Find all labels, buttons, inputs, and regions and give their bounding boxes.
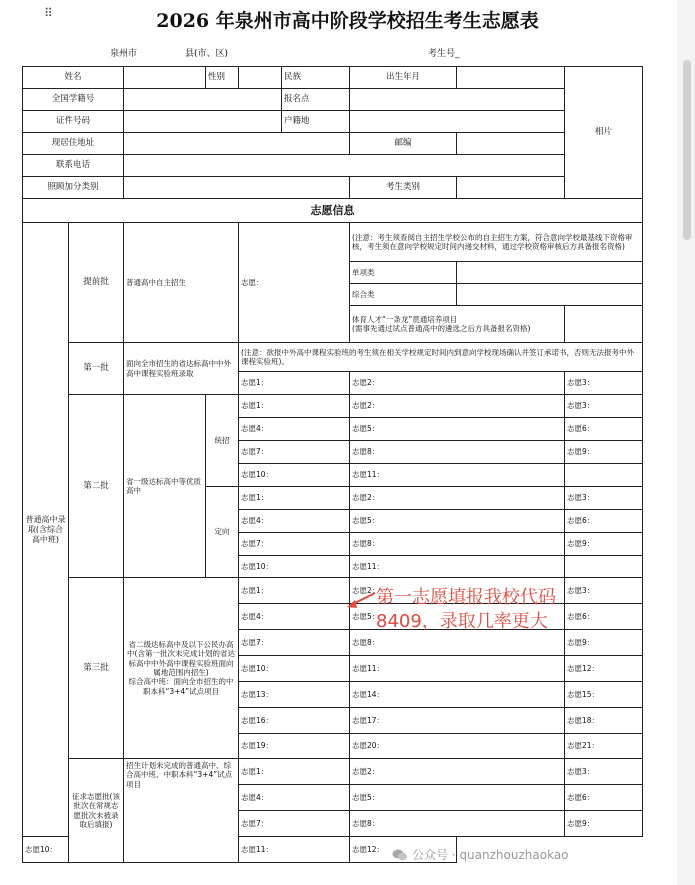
wish-cell[interactable]: 志愿3：: [565, 759, 643, 785]
second-batch-label: 第二批: [69, 395, 124, 578]
wish-cell[interactable]: 志愿4：: [239, 785, 350, 811]
second-batch-desc: 省一级达标高中等优质高中: [124, 395, 206, 578]
hukou-field[interactable]: [350, 111, 565, 133]
wish-cell[interactable]: 志愿9：: [565, 811, 643, 837]
red-arrow-icon: [345, 590, 377, 612]
wish-cell[interactable]: 志愿4：: [239, 510, 350, 533]
wish-cell[interactable]: 志愿11：: [350, 656, 565, 682]
wish-cell[interactable]: 志愿6：: [565, 604, 643, 630]
wish-cell[interactable]: 志愿2：: [350, 487, 565, 510]
wish-cell[interactable]: 志愿8：: [350, 441, 565, 464]
first-batch-note: (注意：欲报中外高中课程实验班的考生须在相关学校规定时间内到意向学校现场确认并签订承诺书，否则无法报考中外课程实验班)。: [239, 343, 643, 372]
wish-cell[interactable]: [565, 464, 643, 487]
wish-cell[interactable]: 志愿7：: [239, 630, 350, 656]
third-batch-desc: 省二级达标高中及以下公民办高中(含第一批次未完成计划的省达标高中中外高中课程实验班面向属地范围内招生) 综合高中班：面向全市招生的中职本科“3+4”试点项目: [124, 578, 239, 759]
wish-cell[interactable]: 志愿11：: [239, 837, 350, 863]
reg-point-field[interactable]: [350, 89, 565, 111]
early-option-sports-field[interactable]: [565, 306, 643, 343]
candidate-type-field[interactable]: [457, 177, 565, 199]
main-batch-label: 普通高中录取(含综合高中班): [23, 223, 69, 837]
wish-cell[interactable]: 志愿9：: [565, 441, 643, 464]
wish-cell[interactable]: 志愿2：: [350, 395, 565, 418]
wish-cell[interactable]: 志愿14：: [350, 682, 565, 708]
early-option-comprehensive[interactable]: 综合类: [350, 284, 457, 306]
third-batch-label: 第三批: [69, 578, 124, 759]
ethnicity-label: 民族: [282, 67, 350, 89]
postcode-label: 邮编: [350, 133, 457, 155]
early-batch-label: 提前批: [69, 223, 124, 343]
second-sub-tongzhao: 统招: [206, 395, 239, 487]
id-number-field[interactable]: [124, 111, 282, 133]
watermark-text: 公众号 · quanzhouzhaokao: [412, 848, 569, 862]
city-label: 泉州市: [110, 49, 138, 59]
wish-cell[interactable]: 志愿5：: [350, 418, 565, 441]
wish-cell[interactable]: 志愿6：: [565, 510, 643, 533]
wish-cell[interactable]: 志愿1：: [239, 487, 350, 510]
wish-cell[interactable]: 志愿2：: [350, 759, 565, 785]
wish-cell[interactable]: 志愿13：: [239, 682, 350, 708]
name-label: 姓名: [23, 67, 124, 89]
wish-cell[interactable]: 志愿20：: [350, 734, 565, 759]
gender-label: 性别: [206, 67, 239, 89]
wish-cell[interactable]: [565, 556, 643, 578]
wish-cell[interactable]: 志愿16：: [239, 708, 350, 734]
scrollbar-thumb[interactable]: [683, 60, 691, 240]
wish-cell[interactable]: 志愿5：: [350, 510, 565, 533]
wish-cell[interactable]: 志愿12：: [565, 656, 643, 682]
solicit-batch-desc: 招生计划未完成的普通高中、综合高中班、中职本科“3+4”试点项目: [124, 759, 239, 863]
wish-cell[interactable]: 志愿11：: [350, 464, 565, 487]
early-option-sports[interactable]: 体育人才“一条龙”贯通培养项目 (需事先通过试点普通高中的遴选之后方具备报名资格): [350, 306, 565, 343]
national-id-label: 全国学籍号: [23, 89, 124, 111]
wish-cell[interactable]: 志愿1：: [239, 759, 350, 785]
wish-cell[interactable]: 志愿8：: [350, 533, 565, 556]
phone-label: 联系电话: [23, 155, 124, 177]
county-label: 县(市、区): [185, 49, 229, 59]
wish-cell[interactable]: 志愿21：: [565, 734, 643, 759]
early-option-single-field[interactable]: [457, 262, 643, 284]
wish-cell[interactable]: 志愿7：: [239, 533, 350, 556]
wish-cell[interactable]: 志愿2：: [350, 578, 565, 604]
wish-cell[interactable]: 志愿19：: [239, 734, 350, 759]
early-option-comprehensive-field[interactable]: [457, 284, 643, 306]
wish-cell[interactable]: 志愿8：: [350, 811, 565, 837]
watermark: [392, 846, 569, 863]
address-label: 现居住地址: [23, 133, 124, 155]
photo-box[interactable]: [565, 67, 643, 199]
annotation-line-1: 第一志愿填报我校代码: [376, 587, 556, 608]
wish-cell[interactable]: 志愿3：: [565, 578, 643, 604]
wish-cell[interactable]: 志愿10：: [239, 556, 350, 578]
wish-cell[interactable]: 志愿3：: [565, 487, 643, 510]
solicit-batch-label: 征求志愿批(该批次在常规志愿批次未被录取后填报): [69, 759, 124, 863]
wish-cell[interactable]: 志愿1：: [239, 372, 350, 395]
wish-cell[interactable]: 志愿4：: [239, 604, 350, 630]
second-sub-dingxiang: 定向: [206, 487, 239, 578]
wish-cell[interactable]: 志愿11：: [350, 556, 565, 578]
wish-cell[interactable]: 志愿12：: [350, 837, 457, 863]
postcode-field[interactable]: [457, 133, 565, 155]
phone-field[interactable]: [124, 155, 565, 177]
wish-cell[interactable]: 志愿1：: [239, 578, 350, 604]
wish-cell[interactable]: 志愿7：: [239, 441, 350, 464]
wish-cell[interactable]: 志愿18：: [565, 708, 643, 734]
wish-cell[interactable]: 志愿9：: [565, 533, 643, 556]
photo-label: 相片: [595, 127, 613, 138]
wish-cell[interactable]: 志愿2：: [350, 372, 565, 395]
first-batch-label: 第一批: [69, 343, 124, 395]
vertical-scrollbar[interactable]: [677, 0, 695, 885]
annotation-line-2: 8409，录取几率更大: [376, 611, 548, 632]
wish-cell[interactable]: 志愿10：: [23, 837, 124, 863]
birth-field[interactable]: [457, 67, 565, 89]
wish-cell[interactable]: 志愿4：: [239, 418, 350, 441]
gender-field[interactable]: [239, 67, 282, 89]
wish-cell[interactable]: 志愿3：: [565, 395, 643, 418]
wish-cell[interactable]: 志愿8：: [350, 630, 565, 656]
early-wish-label: 志愿：: [239, 223, 350, 343]
wechat-icon: [392, 848, 408, 862]
care-type-label: 照顾加分类别: [23, 177, 124, 199]
wish-cell[interactable]: 志愿15：: [565, 682, 643, 708]
wish-cell[interactable]: 志愿9：: [565, 630, 643, 656]
early-option-single[interactable]: 单项类: [350, 262, 457, 284]
birth-label: 出生年月: [350, 67, 457, 89]
hukou-label: 户籍地: [282, 111, 350, 133]
wish-cell[interactable]: 志愿6：: [565, 785, 643, 811]
wish-cell[interactable]: 志愿17：: [350, 708, 565, 734]
reg-point-label: 报名点: [282, 89, 350, 111]
wish-cell[interactable]: 志愿1：: [239, 395, 350, 418]
exam-number-label: 考生号_: [428, 49, 460, 59]
promo-annotation: [376, 586, 556, 634]
wish-cell[interactable]: 志愿3：: [565, 372, 643, 395]
first-batch-desc: 面向全市招生的省达标高中中外高中课程实验班录取: [124, 343, 239, 395]
address-field[interactable]: [124, 133, 350, 155]
application-form: [22, 66, 643, 863]
wish-cell[interactable]: 志愿7：: [239, 811, 350, 837]
care-type-field[interactable]: [124, 177, 350, 199]
drag-handle-icon[interactable]: ⠿: [44, 6, 54, 20]
name-field[interactable]: [124, 67, 206, 89]
section-title: 志愿信息: [23, 199, 643, 223]
wish-cell[interactable]: 志愿6：: [565, 418, 643, 441]
candidate-type-label: 考生类别: [350, 177, 457, 199]
wish-cell[interactable]: 志愿10：: [239, 656, 350, 682]
national-id-field[interactable]: [124, 89, 282, 111]
wish-cell[interactable]: 志愿5：: [350, 785, 565, 811]
early-batch-desc: 普通高中自主招生: [124, 223, 239, 343]
form-title: 2026 年泉州市高中阶段学校招生考生志愿表: [156, 10, 539, 32]
id-number-label: 证件号码: [23, 111, 124, 133]
early-note: (注意：考生须查阅自主招生学校公布的自主招生方案，符合意向学校最基线下资格审核，考生须在意向学校规定时间内递交材料，通过学校资格审核后方具备报名资格): [350, 223, 643, 262]
wish-cell[interactable]: 志愿10：: [239, 464, 350, 487]
wish-cell[interactable]: 志愿5：: [350, 604, 565, 630]
